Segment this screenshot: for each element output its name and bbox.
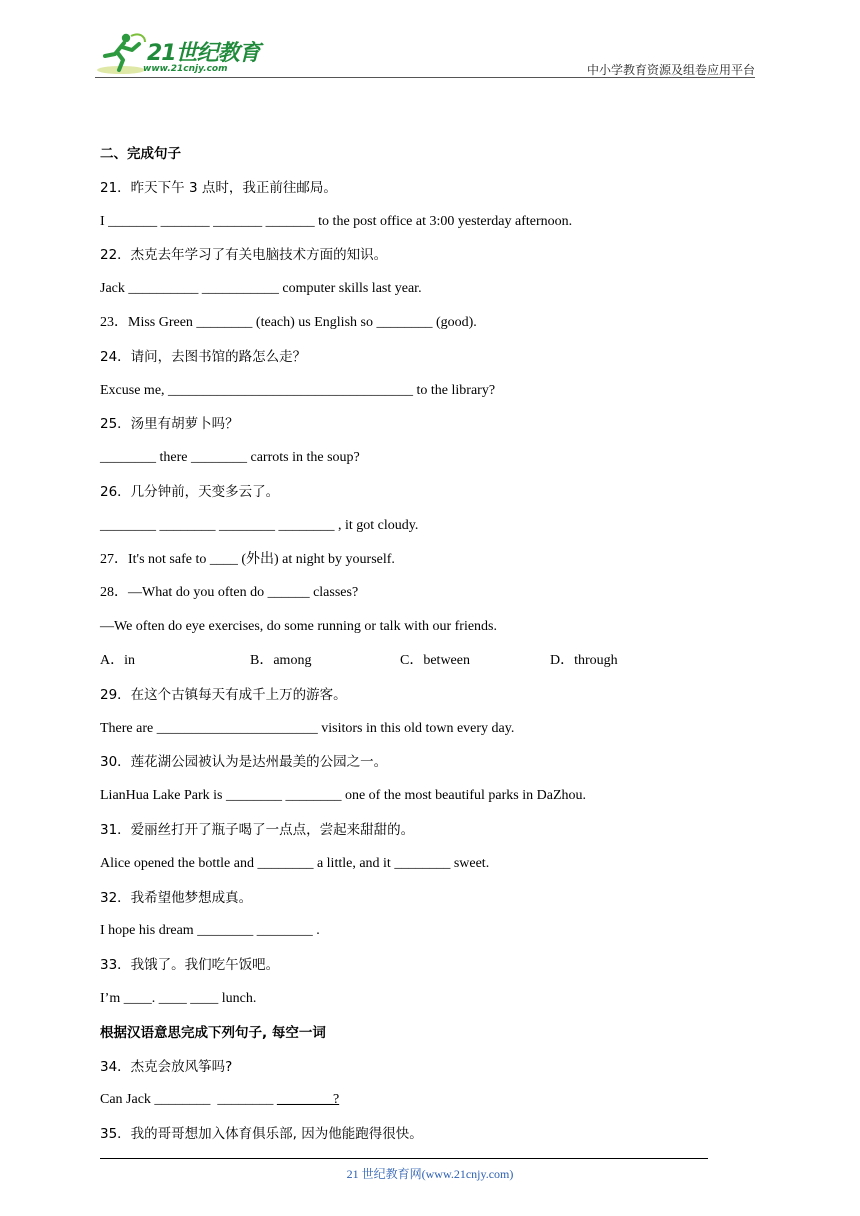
question-prompt [100, 177, 720, 211]
answer-sentence [100, 853, 720, 887]
line-text: LianHua Lake Park is ________ ________ one of the most beautiful parks in DaZhou. [100, 788, 587, 804]
answer-sentence [100, 380, 720, 414]
question-prompt [100, 819, 720, 853]
question-prompt [100, 1123, 720, 1157]
logo-brand-text: 21世纪教育 [147, 41, 260, 66]
answer-sentence [100, 616, 720, 650]
line-text: 根据汉语意思完成下列句子, 每空一词 [100, 1024, 326, 1041]
line-text: 34．杰克会放风筝吗? [100, 1058, 233, 1075]
answer-sentence [100, 278, 720, 312]
line-text: 27．It's not safe to ____ (外出) at night by yourself. [100, 551, 395, 567]
question-prompt [100, 413, 720, 447]
line-text: 24．请问，去图书馆的路怎么走？ [100, 348, 307, 365]
line-text: 35．我的哥哥想加入体育俱乐部, 因为他能跑得很快。 [100, 1126, 423, 1143]
line-text: 33．我饿了。我们吃午饭吧。 [100, 957, 280, 974]
line-text: 21．昨天下午 3 点时，我正前往邮局。 [100, 179, 337, 196]
answer-option: D．through [550, 652, 618, 668]
line-text: Excuse me, ___________________________________ to the library? [100, 382, 496, 398]
answer-sentence [100, 515, 720, 549]
line-text: ________ ________ ________ ________ , it got cloudy. [100, 517, 419, 533]
question-prompt [100, 954, 720, 988]
section-heading [100, 143, 720, 177]
page-header [95, 30, 755, 80]
question-prompt [100, 751, 720, 785]
line-text: 28．—What do you often do ______ classes? [100, 585, 359, 601]
answer-option: C．between [400, 652, 470, 668]
answer-sentence [100, 582, 720, 616]
answer-option: B．among [250, 652, 312, 668]
answer-sentence [100, 1089, 720, 1123]
logo-url-text: www.21cnjy.com [143, 64, 228, 74]
header-platform-text: 中小学教育资源及组卷应用平台 [586, 63, 755, 77]
answer-sentence [100, 447, 720, 481]
line-text: I hope his dream ________ ________ . [100, 923, 320, 939]
line-text: 31．爱丽丝打开了瓶子喝了一点点，尝起来甜甜的。 [100, 821, 415, 838]
answer-sentence [100, 988, 720, 1022]
question-prompt [100, 481, 720, 515]
line-text: 22．杰克去年学习了有关电脑技术方面的知识。 [100, 247, 388, 264]
answer-sentence [100, 718, 720, 752]
answer-sentence [100, 312, 720, 346]
question-prompt [100, 346, 720, 380]
runner-logo-icon [95, 30, 147, 76]
footer-divider [100, 1158, 708, 1159]
answer-sentence [100, 549, 720, 583]
question-prompt [100, 1056, 720, 1090]
line-text: 30．莲花湖公园被认为是达州最美的公园之一。 [100, 754, 388, 771]
line-text: There are _______________________ visitors in this old town every day. [100, 720, 515, 736]
exercise-content [100, 143, 720, 1157]
answer-options [100, 650, 720, 684]
answer-sentence [100, 785, 720, 819]
question-prompt [100, 244, 720, 278]
line-text: 23．Miss Green ________ (teach) us English so ________ (good). [100, 314, 477, 330]
line-text: 25．汤里有胡萝卜吗？ [100, 416, 239, 433]
line-text: Can Jack ________ ________ [100, 1092, 277, 1108]
line-text: 29．在这个古镇每天有成千上万的游客。 [100, 686, 347, 703]
header-divider [95, 77, 755, 78]
site-logo [95, 30, 265, 78]
question-prompt [100, 887, 720, 921]
line-text: 二、完成句子 [100, 146, 181, 162]
underlined-blank: ________? [276, 1092, 340, 1108]
question-prompt [100, 684, 720, 718]
footer-text: 21 世纪教育网(www.21cnjy.com) [346, 1167, 514, 1181]
line-text: Alice opened the bottle and ________ a little, and it ________ sweet. [100, 855, 490, 871]
line-text: Jack __________ ___________ computer skills last year. [100, 281, 422, 297]
line-text: I’m ____. ____ ____ lunch. [100, 990, 257, 1006]
line-text: 32．我希望他梦想成真。 [100, 889, 253, 906]
answer-option: A．in [100, 652, 135, 668]
line-text: 26．几分钟前，天变多云了。 [100, 483, 280, 500]
section-heading [100, 1022, 720, 1056]
answer-sentence [100, 211, 720, 245]
answer-sentence [100, 920, 720, 954]
line-text: ________ there ________ carrots in the soup? [100, 450, 360, 466]
line-text: —We often do eye exercises, do some running or talk with our friends. [100, 619, 497, 635]
line-text: I _______ _______ _______ _______ to the post office at 3:00 yesterday afternoon. [100, 213, 573, 229]
